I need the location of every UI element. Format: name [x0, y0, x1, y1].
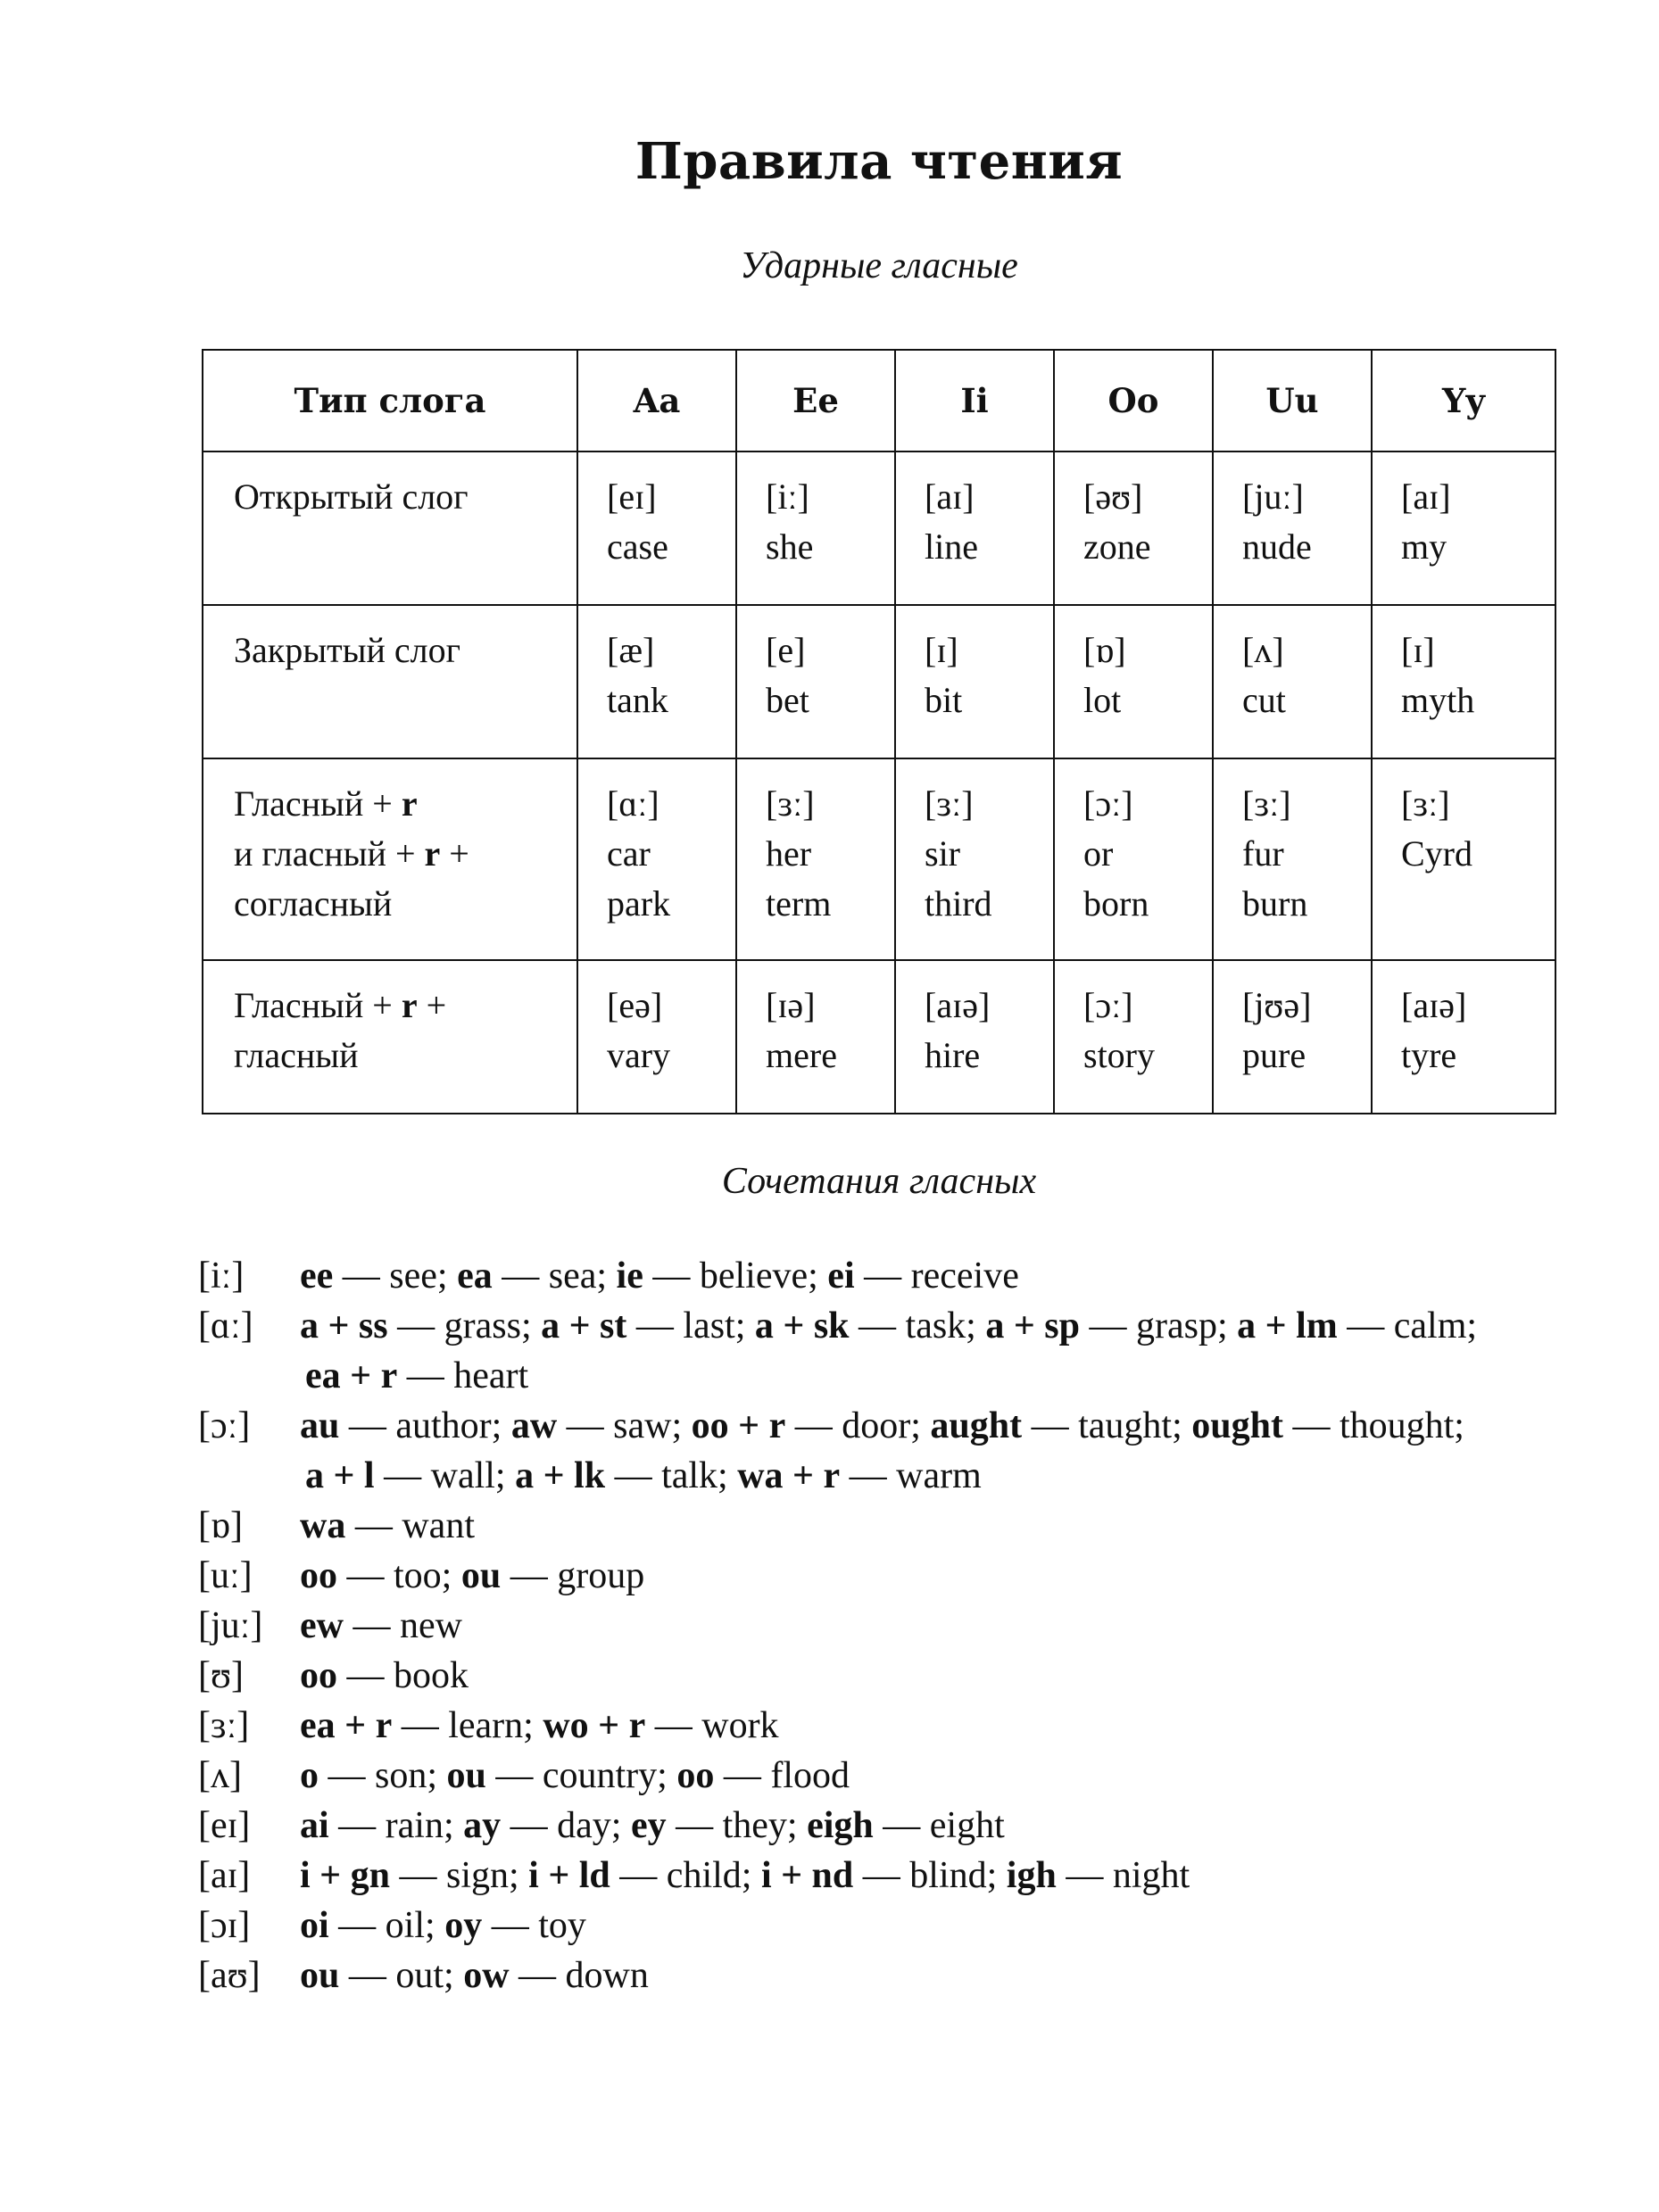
vowel-combinations-list [198, 1251, 1581, 2001]
transcription: [ɒ] [1083, 630, 1126, 670]
list-item [198, 1401, 1581, 1501]
vowel-cell [895, 960, 1054, 1114]
list-item [198, 1801, 1581, 1851]
example-text: — door; [785, 1405, 931, 1446]
vowel-cell [1372, 452, 1555, 605]
example-word: bet [766, 680, 809, 720]
example-text: — work [645, 1705, 779, 1746]
example-word: park [607, 883, 671, 924]
transcription: [ɪə] [766, 985, 816, 1025]
list-item [198, 1301, 1581, 1401]
header-letter-o: Oo [1054, 350, 1213, 452]
example-text: — wall; [374, 1455, 516, 1496]
example-text: — learn; [392, 1705, 543, 1746]
example-line [300, 1401, 1581, 1451]
vowel-cell [1054, 960, 1213, 1114]
transcription: [aʊ] [198, 1955, 261, 1996]
example-word: my [1401, 526, 1447, 567]
vowel-cell [736, 605, 895, 758]
letter-pattern: ei [827, 1255, 855, 1297]
transcription: [aɪ] [198, 1855, 251, 1896]
example-word: term [766, 883, 832, 924]
letter-pattern: a + sp [985, 1305, 1080, 1346]
vowel-cell [577, 452, 736, 605]
example-word: tank [607, 680, 668, 720]
transcription: [ɜː] [925, 783, 974, 824]
transcription: [uː] [198, 1555, 253, 1596]
example-text: — book [337, 1655, 469, 1696]
vowel-cell [1372, 960, 1555, 1114]
example-word: car [607, 833, 651, 874]
example-word: Cyrd [1401, 833, 1472, 874]
transcription: [ɒ] [198, 1505, 243, 1546]
letter-pattern: oi [300, 1905, 329, 1946]
combination-examples [300, 1551, 1581, 1601]
label-line [234, 625, 577, 675]
vowel-cell [895, 452, 1054, 605]
letter-pattern: eigh [807, 1805, 874, 1846]
example-text: — rain; [328, 1805, 464, 1846]
example-text: — down [509, 1955, 649, 1996]
letter-pattern: r [401, 783, 418, 824]
combination-examples [300, 1951, 1581, 2001]
combination-examples [300, 1901, 1581, 1951]
list-item [198, 1251, 1581, 1301]
letter-pattern: ee [300, 1255, 334, 1297]
transcription: [eə] [607, 985, 663, 1025]
transcription: [aɪə] [1401, 985, 1467, 1025]
letter-pattern: i + gn [300, 1855, 390, 1896]
letter-pattern: ew [300, 1605, 344, 1646]
letter-pattern: au [300, 1405, 340, 1446]
example-text: — believe; [643, 1255, 828, 1297]
letter-pattern: a + lk [515, 1455, 606, 1496]
vowel-cell [1054, 758, 1213, 960]
letter-pattern: aught [930, 1405, 1023, 1446]
transcription: [ɔː] [1083, 783, 1133, 824]
example-line [300, 1801, 1581, 1851]
example-text: — talk; [605, 1455, 738, 1496]
letter-pattern: a + st [541, 1305, 627, 1346]
vowel-cell [1054, 452, 1213, 605]
transcription: [eɪ] [607, 476, 657, 517]
transcription: [eɪ] [198, 1805, 251, 1846]
letter-pattern: wa + r [737, 1455, 841, 1496]
example-word: lot [1083, 680, 1122, 720]
example-word: zone [1083, 526, 1151, 567]
vowel-cell [736, 452, 895, 605]
transcription: [ʌ] [198, 1755, 242, 1796]
list-item [198, 1751, 1581, 1801]
letter-pattern: igh [1006, 1855, 1057, 1896]
vowel-cell [1213, 758, 1372, 960]
example-text: — they; [666, 1805, 808, 1846]
example-line [300, 1751, 1581, 1801]
letter-pattern: ou [446, 1755, 486, 1796]
example-text: — sign; [389, 1855, 529, 1896]
example-text: — son; [319, 1755, 447, 1796]
transcription: [ʊ] [198, 1655, 245, 1696]
example-word: cut [1242, 680, 1286, 720]
example-text: Гласный + [234, 783, 402, 824]
example-text: — saw; [557, 1405, 692, 1446]
list-item [198, 1901, 1581, 1951]
vowel-cell [577, 960, 736, 1114]
transcription: [ɜː] [1401, 783, 1450, 824]
example-text: — thought; [1282, 1405, 1464, 1446]
table-header-row [203, 350, 1555, 452]
vowel-cell [1054, 605, 1213, 758]
example-text: — last; [626, 1305, 755, 1346]
example-text: — toy [482, 1905, 586, 1946]
example-line [300, 1651, 1581, 1701]
example-line [300, 1601, 1581, 1651]
example-word: pure [1242, 1035, 1306, 1075]
vowel-combinations-subtitle: Сочетания гласных [721, 1161, 1037, 1202]
example-line [300, 1851, 1581, 1901]
table-row [203, 452, 1555, 605]
vowel-cell [736, 758, 895, 960]
vowel-cell [1213, 960, 1372, 1114]
letter-pattern: r [401, 985, 418, 1025]
example-line [300, 1251, 1581, 1301]
example-word: case [607, 526, 668, 567]
vowel-cell [1213, 605, 1372, 758]
example-text: + [417, 985, 447, 1025]
example-word: myth [1401, 680, 1475, 720]
example-text: — flood [714, 1755, 850, 1796]
transcription: [aɪ] [925, 476, 975, 517]
example-word: burn [1242, 883, 1308, 924]
letter-pattern: a + l [305, 1455, 375, 1496]
header-letter-a: Aa [577, 350, 736, 452]
transcription: [ɪ] [1401, 630, 1435, 670]
example-text: Закрытый слог [234, 630, 460, 670]
transcription: [ɪ] [925, 630, 958, 670]
stressed-vowels-subtitle: Ударные гласные [740, 245, 1018, 286]
letter-pattern: wo + r [543, 1705, 646, 1746]
transcription: [ɔː] [198, 1405, 251, 1446]
example-line [300, 1701, 1581, 1751]
example-word: she [766, 526, 814, 567]
example-text: — grass; [387, 1305, 542, 1346]
combination-examples [300, 1251, 1581, 1301]
header-letter-u: Uu [1213, 350, 1372, 452]
letter-pattern: ea [457, 1255, 493, 1297]
example-text: — task; [849, 1305, 986, 1346]
example-word: her [766, 833, 812, 874]
transcription: [juː] [1242, 476, 1304, 517]
letter-pattern: ey [630, 1805, 667, 1846]
transcription: [ʌ] [1242, 630, 1284, 670]
label-line [234, 1031, 577, 1081]
example-line [300, 1951, 1581, 2001]
example-text: — child; [610, 1855, 761, 1896]
example-text: — blind; [853, 1855, 1007, 1896]
list-item [198, 1501, 1581, 1551]
transcription: [ɔɪ] [198, 1905, 251, 1946]
transcription: [juː] [198, 1605, 263, 1646]
example-text: — heart [397, 1355, 529, 1396]
example-text: гласный [234, 1035, 359, 1075]
example-text: — oil; [328, 1905, 445, 1946]
example-text: + [440, 833, 469, 874]
letter-pattern: o [300, 1755, 319, 1796]
example-line [300, 1901, 1581, 1951]
example-text: — night [1056, 1855, 1190, 1896]
example-text: — eight [873, 1805, 1005, 1846]
example-text: и гласный + [234, 833, 425, 874]
list-item [198, 1701, 1581, 1751]
example-word: bit [925, 680, 963, 720]
stressed-vowels-table [202, 349, 1556, 1114]
example-line [300, 1551, 1581, 1601]
list-item [198, 1851, 1581, 1901]
letter-pattern: oy [444, 1905, 483, 1946]
transcription: [ɑː] [198, 1305, 253, 1346]
header-letter-i: Ii [895, 350, 1054, 452]
example-text: — receive [854, 1255, 1019, 1297]
label-line [234, 829, 577, 879]
example-text: — want [345, 1505, 475, 1546]
syllable-type-label [203, 960, 577, 1114]
letter-pattern: ou [300, 1955, 340, 1996]
transcription: [æ] [607, 630, 655, 670]
example-word: or [1083, 833, 1114, 874]
letter-pattern: r [424, 833, 441, 874]
letter-pattern: ought [1191, 1405, 1283, 1446]
header-letter-y: Yy [1372, 350, 1555, 452]
list-item [198, 1951, 1581, 2001]
example-text: — sea; [492, 1255, 617, 1297]
letter-pattern: a + lm [1237, 1305, 1338, 1346]
example-text: Гласный + [234, 985, 402, 1025]
transcription: [ɜː] [766, 783, 815, 824]
list-item [198, 1551, 1581, 1601]
transcription: [aɪə] [925, 985, 991, 1025]
letter-pattern: ay [463, 1805, 502, 1846]
list-item [198, 1651, 1581, 1701]
example-line [300, 1501, 1581, 1551]
letter-pattern: oo [300, 1655, 337, 1696]
combination-examples [300, 1301, 1581, 1401]
example-text: — see; [333, 1255, 458, 1297]
transcription: [aɪ] [1401, 476, 1451, 517]
letter-pattern: ou [460, 1555, 502, 1596]
vowel-cell [577, 758, 736, 960]
example-word: born [1083, 883, 1149, 924]
syllable-type-label [203, 605, 577, 758]
example-text: — grasp; [1080, 1305, 1238, 1346]
combination-examples [300, 1801, 1581, 1851]
combination-examples [300, 1651, 1581, 1701]
vowel-cell [1372, 758, 1555, 960]
transcription: [e] [766, 630, 806, 670]
example-word: fur [1242, 833, 1284, 874]
example-word: sir [925, 833, 960, 874]
letter-pattern: i + ld [528, 1855, 610, 1896]
transcription: [əʊ] [1083, 476, 1143, 517]
table-row [203, 960, 1555, 1114]
letter-pattern: ea + r [305, 1355, 398, 1396]
letter-pattern: a + ss [300, 1305, 388, 1346]
vowel-cell [895, 605, 1054, 758]
combination-examples [300, 1501, 1581, 1551]
transcription: [iː] [766, 476, 809, 517]
combination-examples [300, 1851, 1581, 1901]
vowel-cell [736, 960, 895, 1114]
example-text: — out; [339, 1955, 464, 1996]
syllable-type-label [203, 452, 577, 605]
example-text: — taught; [1022, 1405, 1192, 1446]
vowel-cell [577, 605, 736, 758]
letter-pattern: i + nd [760, 1855, 854, 1896]
example-word: third [925, 883, 992, 924]
table-row [203, 758, 1555, 960]
example-word: story [1083, 1035, 1155, 1075]
label-line [234, 779, 577, 829]
letter-pattern: wa [300, 1505, 346, 1546]
label-line [234, 879, 577, 929]
example-line [300, 1301, 1581, 1351]
example-text: — calm; [1337, 1305, 1478, 1346]
example-word: line [925, 526, 978, 567]
example-line [300, 1351, 1581, 1401]
combination-examples [300, 1401, 1581, 1501]
vowel-cell [1213, 452, 1372, 605]
combination-examples [300, 1751, 1581, 1801]
transcription: [ɜː] [1242, 783, 1291, 824]
example-text: Открытый слог [234, 476, 469, 517]
example-text: — author; [339, 1405, 511, 1446]
example-word: nude [1242, 526, 1312, 567]
combination-examples [300, 1601, 1581, 1651]
vowel-cell [1372, 605, 1555, 758]
letter-pattern: a + sk [754, 1305, 850, 1346]
letter-pattern: oo + r [691, 1405, 786, 1446]
list-item [198, 1601, 1581, 1651]
header-letter-e: Ee [736, 350, 895, 452]
transcription: [jʊə] [1242, 985, 1312, 1025]
page-title: Правила чтения [635, 132, 1124, 191]
example-word: tyre [1401, 1035, 1457, 1075]
example-word: mere [766, 1035, 837, 1075]
example-line [300, 1451, 1581, 1501]
transcription: [ɔː] [1083, 985, 1133, 1025]
example-text: — country; [485, 1755, 677, 1796]
letter-pattern: oo [300, 1555, 337, 1596]
letter-pattern: ow [463, 1955, 510, 1996]
transcription: [ɑː] [607, 783, 659, 824]
example-text: — new [343, 1605, 462, 1646]
example-text: — too; [337, 1555, 461, 1596]
example-text: согласный [234, 883, 393, 924]
letter-pattern: ai [300, 1805, 329, 1846]
example-text: — warm [840, 1455, 982, 1496]
label-line [234, 472, 577, 522]
transcription: [ɜː] [198, 1705, 250, 1746]
letter-pattern: ea + r [300, 1705, 393, 1746]
letter-pattern: oo [676, 1755, 715, 1796]
transcription: [iː] [198, 1255, 245, 1297]
example-word: hire [925, 1035, 981, 1075]
example-word: vary [607, 1035, 671, 1075]
syllable-type-label [203, 758, 577, 960]
example-text: — group [501, 1555, 645, 1596]
combination-examples [300, 1701, 1581, 1751]
example-text: — day; [501, 1805, 631, 1846]
letter-pattern: ie [616, 1255, 643, 1297]
table-row [203, 605, 1555, 758]
label-line [234, 981, 577, 1031]
letter-pattern: aw [510, 1405, 558, 1446]
header-syllable-type: Тип слога [203, 350, 577, 452]
vowel-cell [895, 758, 1054, 960]
